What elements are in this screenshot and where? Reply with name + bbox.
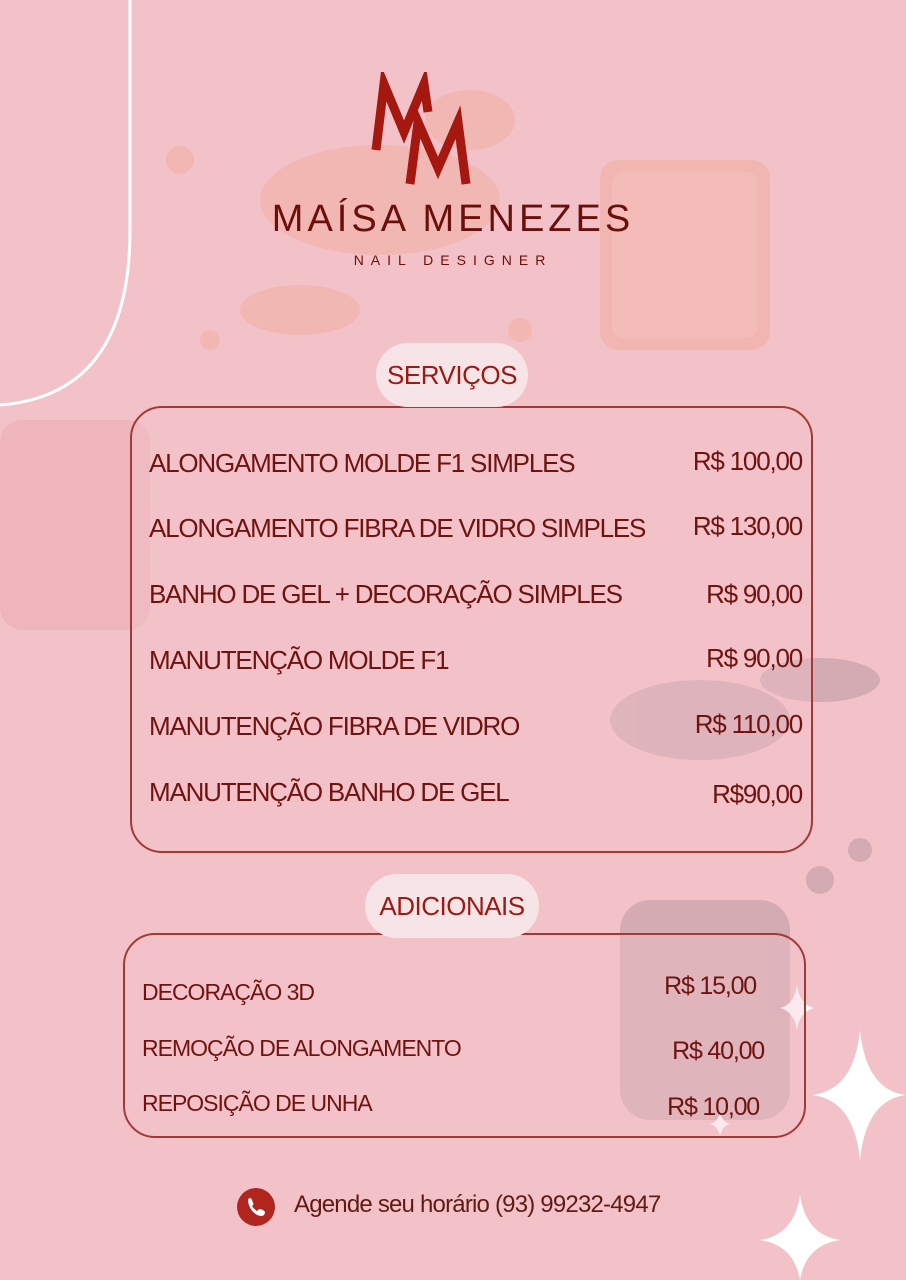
service-name: ALONGAMENTO MOLDE F1 SIMPLES: [149, 448, 575, 478]
service-name: MANUTENÇÃO MOLDE F1: [149, 645, 449, 675]
addon-price: R$ 15,00: [664, 972, 756, 1000]
servicos-title: SERVIÇOS: [376, 343, 528, 407]
brand-name: MAÍSA MENEZES: [271, 198, 635, 240]
service-price: R$ 90,00: [706, 643, 802, 673]
service-name: MANUTENÇÃO FIBRA DE VIDRO: [149, 711, 520, 741]
addon-name: DECORAÇÃO 3D: [142, 979, 315, 1005]
phone-icon: [237, 1188, 275, 1226]
adicionais-title: ADICIONAIS: [365, 874, 539, 938]
service-name: BANHO DE GEL + DECORAÇÃO SIMPLES: [149, 579, 622, 609]
addon-name: REMOÇÃO DE ALONGAMENTO: [142, 1035, 461, 1061]
contact-text[interactable]: Agende seu horário (93) 99232-4947: [294, 1191, 661, 1218]
addon-name: REPOSIÇÃO DE UNHA: [142, 1090, 372, 1116]
addon-price: R$ 10,00: [667, 1093, 759, 1121]
service-price: R$ 110,00: [694, 709, 802, 739]
addon-price: R$ 40,00: [672, 1037, 764, 1065]
service-price: R$ 100,00: [692, 446, 802, 476]
mm-monogram-logo: [358, 72, 478, 190]
service-name: ALONGAMENTO FIBRA DE VIDRO SIMPLES: [149, 513, 646, 543]
service-price: R$ 130,00: [692, 511, 802, 541]
service-price: R$90,00: [712, 779, 802, 809]
service-price: R$ 90,00: [706, 579, 802, 609]
service-name: MANUTENÇÃO BANHO DE GEL: [149, 777, 509, 807]
brand-subtitle: NAIL DESIGNER: [353, 252, 553, 268]
